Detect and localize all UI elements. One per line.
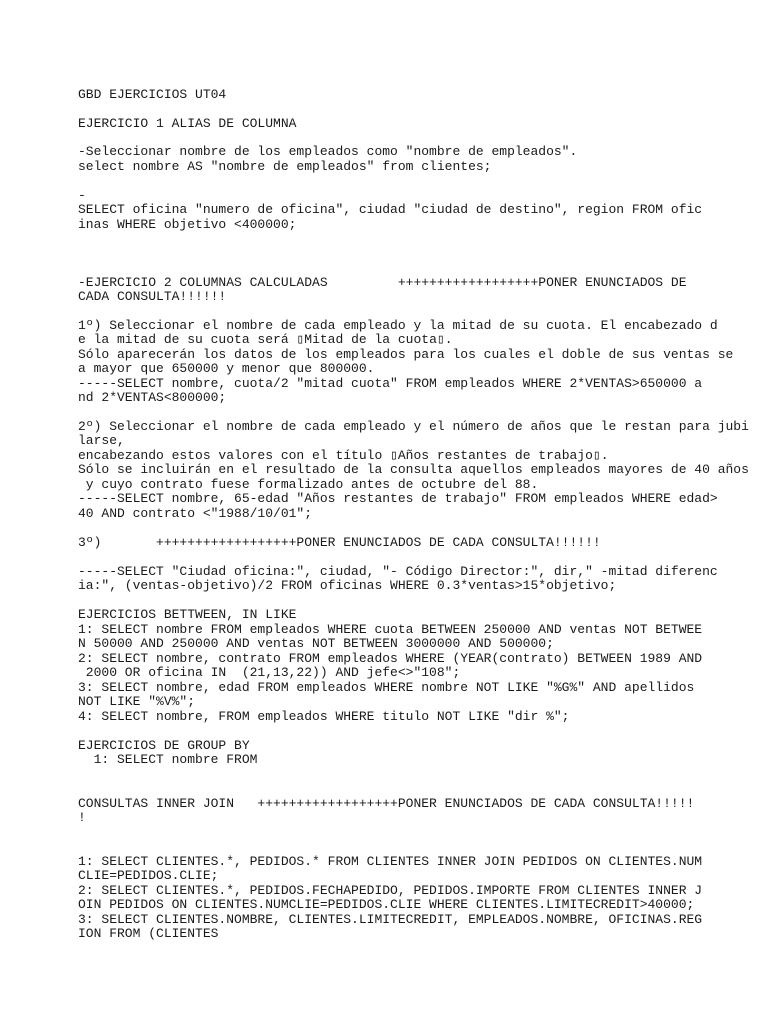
code-line: NOT LIKE "%V%";: [78, 694, 196, 709]
text-line: 1º) Seleccionar el nombre de cada empleado y la mitad de su cuota. El encabezado d: [78, 318, 718, 333]
code-line: SELECT oficina "numero de oficina", ciudad "ciudad de destino", region FROM ofic: [78, 202, 703, 217]
code-line: 1: SELECT nombre FROM: [78, 752, 258, 767]
text-line: y cuyo contrato fuese formalizado antes de octubre del 88.: [78, 477, 539, 492]
code-line: OIN PEDIDOS ON CLIENTES.NUMCLIE=PEDIDOS.CLIE WHERE CLIENTES.LIMITECREDIT>40000;: [78, 897, 695, 912]
section-heading: EJERCICIOS DE GROUP BY: [78, 738, 250, 753]
section-heading: CONSULTAS INNER JOIN ++++++++++++++++++PONER ENUNCIADOS DE CADA CONSULTA!!!!!: [78, 796, 695, 811]
code-line: select nombre AS "nombre de empleados" from clientes;: [78, 159, 492, 174]
code-line: ia:", (ventas-objetivo)/2 FROM oficinas WHERE 0.3*ventas>15*objetivo;: [78, 578, 617, 593]
text-line: encabezando estos valores con el título ▯Años restantes de trabajo▯.: [78, 448, 609, 463]
code-line: 1: SELECT nombre FROM empleados WHERE cuota BETWEEN 250000 AND ventas NOT BETWEE: [78, 622, 703, 637]
text-line: larse,: [78, 433, 125, 448]
code-line: 2: SELECT nombre, contrato FROM empleados WHERE (YEAR(contrato) BETWEEN 1989 AND: [78, 651, 703, 666]
code-line: 3: SELECT CLIENTES.NOMBRE, CLIENTES.LIMITECREDIT, EMPLEADOS.NOMBRE, OFICINAS.REG: [78, 912, 703, 927]
code-line: 2: SELECT CLIENTES.*, PEDIDOS.FECHAPEDIDO, PEDIDOS.IMPORTE FROM CLIENTES INNER J: [78, 883, 703, 898]
code-line: 40 AND contrato <"1988/10/01";: [78, 506, 313, 521]
text-line: 2º) Seleccionar el nombre de cada empleado y el número de años que le restan para jubi: [78, 419, 749, 434]
code-line: -----SELECT nombre, cuota/2 "mitad cuota" FROM empleados WHERE 2*VENTAS>650000 a: [78, 376, 703, 391]
section-heading: CADA CONSULTA!!!!!!: [78, 289, 227, 304]
code-line: -----SELECT "Ciudad oficina:", ciudad, "- Código Director:", dir," -mitad diferenc: [78, 564, 718, 579]
section-heading: EJERCICIO 1 ALIAS DE COLUMNA: [78, 116, 297, 131]
section-heading: EJERCICIOS BETTWEEN, IN LIKE: [78, 607, 297, 622]
text-line: -: [78, 188, 86, 203]
code-line: CLIE=PEDIDOS.CLIE;: [78, 868, 219, 883]
code-line: 3: SELECT nombre, edad FROM empleados WHERE nombre NOT LIKE "%G%" AND apellidos: [78, 680, 695, 695]
code-line: -----SELECT nombre, 65-edad "Años restantes de trabajo" FROM empleados WHERE edad>: [78, 491, 718, 506]
section-heading: !: [78, 810, 86, 825]
text-line: e la mitad de su cuota será ▯Mitad de la cuota▯.: [78, 332, 453, 347]
code-line: nd 2*VENTAS<800000;: [78, 390, 227, 405]
code-line: 1: SELECT CLIENTES.*, PEDIDOS.* FROM CLIENTES INNER JOIN PEDIDOS ON CLIENTES.NUM: [78, 854, 703, 869]
code-line: 2000 OR oficina IN (21,13,22)) AND jefe<>"108";: [78, 665, 461, 680]
text-line: a mayor que 650000 y menor que 800000.: [78, 361, 375, 376]
code-line: inas WHERE objetivo <400000;: [78, 217, 297, 232]
section-heading: -EJERCICIO 2 COLUMNAS CALCULADAS ++++++++++++++++++PONER ENUNCIADOS DE: [78, 275, 687, 290]
code-line: N 50000 AND 250000 AND ventas NOT BETWEEN 3000000 AND 500000;: [78, 636, 554, 651]
section-heading: 3º) ++++++++++++++++++PONER ENUNCIADOS DE CADA CONSULTA!!!!!!: [78, 535, 601, 550]
text-line: Sólo se incluirán en el resultado de la consulta aquellos empleados mayores de 40 años: [78, 462, 749, 477]
code-line: 4: SELECT nombre, FROM empleados WHERE titulo NOT LIKE "dir %";: [78, 709, 570, 724]
document-title: GBD EJERCICIOS UT04: [78, 87, 227, 102]
code-line: ION FROM (CLIENTES: [78, 926, 219, 941]
text-line: -Seleccionar nombre de los empleados como "nombre de empleados".: [78, 144, 578, 159]
text-line: Sólo aparecerán los datos de los empleados para los cuales el doble de sus ventas se: [78, 347, 734, 362]
